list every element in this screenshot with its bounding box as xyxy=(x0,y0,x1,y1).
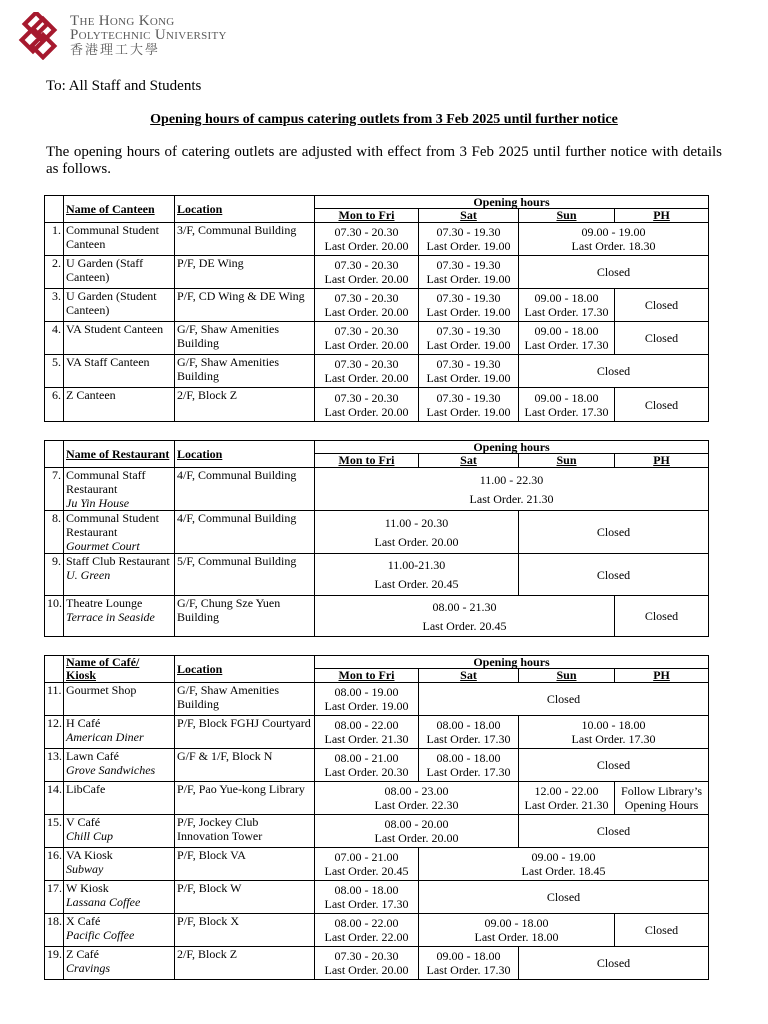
hours-sat-hours: 07.30 - 19.30 xyxy=(436,291,501,305)
outlet-location: P/F, Jockey Club Innovation Tower xyxy=(175,815,315,848)
hours-sun-last-order: Last Order. 17.30 xyxy=(524,404,609,419)
header-name: Name of Café/ Kiosk xyxy=(64,656,175,683)
outlet-name xyxy=(64,554,175,596)
hours-sat-sun-ph xyxy=(419,848,709,881)
hours-sun-hours: 09.00 - 18.00 xyxy=(534,390,599,405)
outlet-name xyxy=(64,947,175,980)
table-row xyxy=(45,468,709,511)
outlet-name xyxy=(64,782,175,815)
university-name xyxy=(70,14,227,57)
hours-sat xyxy=(419,355,519,388)
outlet-name xyxy=(64,914,175,947)
outlet-brand-text: Cravings xyxy=(66,961,111,975)
row-number: 8. xyxy=(45,511,64,554)
table-row xyxy=(45,716,709,749)
polyu-emblem-icon xyxy=(18,12,62,60)
hours-sat-sun-ph-hours: 09.00 - 19.00 xyxy=(531,850,596,864)
row-number: 2. xyxy=(45,256,64,289)
outlet-brand-text: Terrace in Seaside xyxy=(66,610,155,624)
hours-sat-hours: 08.00 - 18.00 xyxy=(436,718,501,732)
hours-mon-sat-last-order: Last Order. 22.30 xyxy=(374,798,459,812)
header-opening-hours: Opening hours xyxy=(315,656,709,669)
hours-sat-sun-hours: 09.00 - 18.00 xyxy=(484,916,549,930)
hours-sat-sun-ph: Closed xyxy=(419,683,709,716)
hours-sun-ph xyxy=(519,716,709,749)
outlet-brand-text: Pacific Coffee xyxy=(66,928,135,942)
outlet-name-text: Z Café xyxy=(66,947,99,961)
hours-sun-hours: 09.00 - 18.00 xyxy=(534,291,599,305)
outlet-location: P/F, DE Wing xyxy=(175,256,315,289)
header-mon-fri: Mon to Fri xyxy=(315,454,419,468)
header-sun: Sun xyxy=(519,669,615,683)
notice-title: Opening hours of campus catering outlets from 3 Feb 2025 until further notice xyxy=(150,112,618,127)
outlet-location: P/F, Block VA xyxy=(175,848,315,881)
hours-sun-ph: Closed xyxy=(519,749,709,782)
hours-mon-fri-last-order: Last Order. 20.00 xyxy=(324,272,409,286)
hours-sat-sun xyxy=(419,914,615,947)
hours-mon-fri xyxy=(315,223,419,256)
hours-ph: Closed xyxy=(615,322,709,355)
row-number: 11. xyxy=(45,683,64,716)
header-location: Location xyxy=(175,196,315,223)
hours-mon-fri-hours: 07.30 - 20.30 xyxy=(334,949,399,963)
row-number: 10. xyxy=(45,596,64,637)
row-number: 15. xyxy=(45,815,64,848)
outlet-brand-text: Gourmet Court xyxy=(66,539,140,553)
hours-sat-last-order: Last Order. 17.30 xyxy=(426,732,511,746)
hours-sun-hours: 12.00 - 22.00 xyxy=(534,784,599,798)
outlet-location: G/F, Shaw Amenities Building xyxy=(175,322,315,355)
hours-sun xyxy=(519,322,615,355)
hours-sat-last-order: Last Order. 17.30 xyxy=(426,765,511,779)
hours-sat-last-order: Last Order. 19.00 xyxy=(426,272,511,286)
hours-mon-fri-last-order: Last Order. 19.00 xyxy=(324,699,409,713)
outlet-name xyxy=(64,355,175,388)
outlet-name xyxy=(64,388,175,422)
hours-mon-fri xyxy=(315,289,419,322)
outlet-location: G/F & 1/F, Block N xyxy=(175,749,315,782)
header-location: Location xyxy=(175,441,315,468)
hours-sat-last-order: Last Order. 19.00 xyxy=(426,305,511,319)
outlet-name-text: LibCafe xyxy=(66,782,106,796)
hours-sun-last-order: Last Order. 17.30 xyxy=(524,305,609,319)
hours-mon-fri-last-order: Last Order. 22.00 xyxy=(324,930,409,944)
outlet-name-text: U Garden (Student Canteen) xyxy=(66,289,157,317)
table-row xyxy=(45,355,709,388)
table-row xyxy=(45,815,709,848)
university-name-line1: The Hong Kong xyxy=(70,13,175,29)
outlet-name xyxy=(64,511,175,554)
hours-sun-ph: Closed xyxy=(519,554,709,596)
hours-mon-fri-hours: 07.30 - 20.30 xyxy=(334,225,399,239)
hours-sun-ph: Closed xyxy=(519,947,709,980)
outlet-name-text: VA Staff Canteen xyxy=(66,355,150,369)
row-number: 5. xyxy=(45,355,64,388)
row-number: 6. xyxy=(45,388,64,422)
hours-sat-hours: 07.30 - 19.30 xyxy=(436,390,501,405)
hours-mon-sat-hours: 11.00-21.30 xyxy=(387,558,446,572)
outlet-location: 3/F, Communal Building xyxy=(175,223,315,256)
hours-sun xyxy=(519,289,615,322)
hours-sun xyxy=(519,782,615,815)
outlet-location: 2/F, Block Z xyxy=(175,388,315,422)
hours-all-days-last-order: Last Order. 21.30 xyxy=(469,491,554,506)
outlet-brand-text: Lassana Coffee xyxy=(66,895,141,909)
hours-mon-fri-hours: 08.00 - 22.00 xyxy=(334,718,399,732)
hours-mon-fri-last-order: Last Order. 20.00 xyxy=(324,239,409,253)
outlet-name xyxy=(64,881,175,914)
hours-ph: Closed xyxy=(615,596,709,637)
hours-sun-hours: 09.00 - 18.00 xyxy=(534,324,599,338)
university-logo xyxy=(18,12,273,64)
hours-sun-ph: Closed xyxy=(519,256,709,289)
hours-mon-sat xyxy=(315,554,519,596)
outlet-name-text: Theatre Lounge xyxy=(66,596,143,610)
outlet-name xyxy=(64,596,175,637)
university-name-line2: Polytechnic University xyxy=(70,27,227,43)
outlet-brand-text: Grove Sandwiches xyxy=(66,763,156,777)
hours-sat-hours: 08.00 - 18.00 xyxy=(436,751,501,765)
header-sat: Sat xyxy=(419,209,519,223)
hours-mon-sun-hours: 08.00 - 21.30 xyxy=(432,599,497,614)
hours-mon-fri-hours: 08.00 - 21.00 xyxy=(334,751,399,765)
header-number xyxy=(45,196,64,223)
hours-mon-fri-hours: 07.30 - 20.30 xyxy=(334,324,399,338)
hours-sat-hours: 07.30 - 19.30 xyxy=(436,324,501,338)
outlet-brand-text: Subway xyxy=(66,862,104,876)
canteen-table xyxy=(44,195,709,422)
hours-sat xyxy=(419,716,519,749)
header-sun: Sun xyxy=(519,209,615,223)
hours-mon-fri xyxy=(315,322,419,355)
outlet-name xyxy=(64,256,175,289)
hours-mon-sat-last-order: Last Order. 20.00 xyxy=(374,534,459,549)
hours-mon-sun-last-order: Last Order. 20.45 xyxy=(422,618,507,633)
hours-sat xyxy=(419,289,519,322)
outlet-name-text: Communal Student Restaurant xyxy=(66,511,159,539)
outlet-name xyxy=(64,683,175,716)
hours-mon-fri-hours: 07.30 - 20.30 xyxy=(334,390,399,405)
header-ph: PH xyxy=(615,454,709,468)
hours-sat-last-order: Last Order. 19.00 xyxy=(426,371,511,385)
header-opening-hours: Opening hours xyxy=(315,196,709,209)
outlet-location: P/F, CD Wing & DE Wing xyxy=(175,289,315,322)
hours-sat xyxy=(419,947,519,980)
table-row xyxy=(45,596,709,637)
cafe-kiosk-table xyxy=(44,655,709,980)
hours-all-days xyxy=(315,468,709,511)
hours-mon-fri-last-order: Last Order. 20.45 xyxy=(324,864,409,878)
table-row xyxy=(45,683,709,716)
hours-sun-ph-last-order: Last Order. 18.30 xyxy=(571,239,656,253)
row-number: 3. xyxy=(45,289,64,322)
hours-sat-hours: 07.30 - 19.30 xyxy=(436,225,501,239)
hours-mon-sat xyxy=(315,511,519,554)
hours-sat xyxy=(419,322,519,355)
table-row xyxy=(45,782,709,815)
hours-mon-sat-last-order: Last Order. 20.45 xyxy=(374,577,459,591)
hours-mon-sun xyxy=(315,596,615,637)
outlet-brand-text: American Diner xyxy=(66,730,144,744)
row-number: 4. xyxy=(45,322,64,355)
outlet-location: P/F, Block FGHJ Courtyard xyxy=(175,716,315,749)
hours-mon-fri xyxy=(315,848,419,881)
hours-sun-last-order: Last Order. 21.30 xyxy=(524,798,609,812)
header-ph: PH xyxy=(615,669,709,683)
outlet-name-text: H Café xyxy=(66,716,101,730)
row-number: 13. xyxy=(45,749,64,782)
row-number: 19. xyxy=(45,947,64,980)
header-mon-fri: Mon to Fri xyxy=(315,669,419,683)
outlet-brand-text: Chill Cup xyxy=(66,829,114,843)
hours-mon-fri-last-order: Last Order. 21.30 xyxy=(324,732,409,746)
hours-sun xyxy=(519,388,615,422)
hours-mon-fri-hours: 08.00 - 22.00 xyxy=(334,916,399,930)
outlet-name-text: Z Canteen xyxy=(66,388,116,402)
outlet-name-text: X Café xyxy=(66,914,101,928)
row-number: 9. xyxy=(45,554,64,596)
recipient-line: To: All Staff and Students xyxy=(46,78,202,94)
hours-mon-fri xyxy=(315,749,419,782)
hours-mon-fri-last-order: Last Order. 20.00 xyxy=(324,404,409,419)
hours-mon-sat-hours: 08.00 - 20.00 xyxy=(384,817,449,831)
outlet-name-text: U Garden (Staff Canteen) xyxy=(66,256,144,284)
outlet-name-text: W Kiosk xyxy=(66,881,109,895)
outlet-location: 4/F, Communal Building xyxy=(175,511,315,554)
hours-mon-sat-hours: 08.00 - 23.00 xyxy=(384,784,449,798)
row-number: 14. xyxy=(45,782,64,815)
hours-mon-sat-last-order: Last Order. 20.00 xyxy=(374,831,459,845)
header-sat: Sat xyxy=(419,454,519,468)
hours-mon-fri xyxy=(315,881,419,914)
hours-ph-hours: Follow Library’s xyxy=(621,784,703,798)
table-row xyxy=(45,256,709,289)
table-row xyxy=(45,223,709,256)
hours-sun-ph-hours: 09.00 - 19.00 xyxy=(581,225,646,239)
hours-sat-hours: 09.00 - 18.00 xyxy=(436,949,501,963)
hours-sun-ph xyxy=(519,223,709,256)
outlet-name-text: VA Kiosk xyxy=(66,848,113,862)
header-ph: PH xyxy=(615,209,709,223)
header-sat: Sat xyxy=(419,669,519,683)
header-location: Location xyxy=(175,656,315,683)
outlet-name xyxy=(64,749,175,782)
outlet-location: G/F, Shaw Amenities Building xyxy=(175,355,315,388)
outlet-name xyxy=(64,716,175,749)
hours-mon-fri xyxy=(315,256,419,289)
hours-mon-fri-last-order: Last Order. 20.30 xyxy=(324,765,409,779)
table-row xyxy=(45,881,709,914)
table-row xyxy=(45,749,709,782)
outlet-location: P/F, Block W xyxy=(175,881,315,914)
hours-sat xyxy=(419,256,519,289)
outlet-location: 5/F, Communal Building xyxy=(175,554,315,596)
table-row xyxy=(45,848,709,881)
hours-sun-ph: Closed xyxy=(519,815,709,848)
outlet-location: G/F, Chung Sze Yuen Building xyxy=(175,596,315,637)
hours-sun-ph: Closed xyxy=(519,511,709,554)
hours-sat xyxy=(419,223,519,256)
hours-mon-fri-hours: 07.30 - 20.30 xyxy=(334,291,399,305)
hours-mon-fri xyxy=(315,914,419,947)
header-name: Name of Restaurant xyxy=(64,441,175,468)
hours-sat-last-order: Last Order. 19.00 xyxy=(426,338,511,352)
header-name: Name of Canteen xyxy=(64,196,175,223)
outlet-name xyxy=(64,815,175,848)
hours-mon-fri-last-order: Last Order. 20.00 xyxy=(324,371,409,385)
hours-all-days-hours: 11.00 - 22.30 xyxy=(479,472,544,487)
table-row xyxy=(45,554,709,596)
row-number: 18. xyxy=(45,914,64,947)
row-number: 16. xyxy=(45,848,64,881)
hours-sat-hours: 07.30 - 19.30 xyxy=(436,258,501,272)
hours-mon-fri xyxy=(315,716,419,749)
row-number: 12. xyxy=(45,716,64,749)
hours-sun-ph-last-order: Last Order. 17.30 xyxy=(571,732,656,746)
outlet-name xyxy=(64,223,175,256)
hours-mon-fri xyxy=(315,947,419,980)
hours-mon-fri-last-order: Last Order. 20.00 xyxy=(324,305,409,319)
outlet-name-text: Lawn Café xyxy=(66,749,119,763)
hours-mon-fri-hours: 08.00 - 18.00 xyxy=(334,883,399,897)
hours-sun-ph: Closed xyxy=(519,355,709,388)
hours-sat-sun-ph: Closed xyxy=(419,881,709,914)
header-sun: Sun xyxy=(519,454,615,468)
hours-mon-fri-hours: 07.00 - 21.00 xyxy=(334,850,399,864)
table-row xyxy=(45,947,709,980)
outlet-name-text: V Café xyxy=(66,815,101,829)
hours-sun-ph-hours: 10.00 - 18.00 xyxy=(581,718,646,732)
hours-mon-fri xyxy=(315,388,419,422)
hours-mon-sat xyxy=(315,815,519,848)
hours-sat xyxy=(419,749,519,782)
hours-ph: Closed xyxy=(615,914,709,947)
hours-sat-last-order: Last Order. 19.00 xyxy=(426,239,511,253)
restaurant-table xyxy=(44,440,709,637)
hours-mon-fri-last-order: Last Order. 20.00 xyxy=(324,338,409,352)
outlet-location: 4/F, Communal Building xyxy=(175,468,315,511)
outlet-name-text: Communal Staff Restaurant xyxy=(66,468,146,496)
table-row xyxy=(45,914,709,947)
table-row xyxy=(45,388,709,422)
hours-mon-sat-hours: 11.00 - 20.30 xyxy=(384,515,449,530)
hours-mon-fri-hours: 07.30 - 20.30 xyxy=(334,357,399,371)
table-row xyxy=(45,322,709,355)
outlet-location: G/F, Shaw Amenities Building xyxy=(175,683,315,716)
hours-sat-sun-ph-last-order: Last Order. 18.45 xyxy=(521,864,606,878)
hours-sat xyxy=(419,388,519,422)
hours-sat-sun-last-order: Last Order. 18.00 xyxy=(474,930,559,944)
hours-sat-hours: 07.30 - 19.30 xyxy=(436,357,501,371)
outlet-name xyxy=(64,468,175,511)
header-number xyxy=(45,656,64,683)
row-number: 17. xyxy=(45,881,64,914)
hours-mon-fri xyxy=(315,683,419,716)
table-row xyxy=(45,289,709,322)
outlet-location: P/F, Block X xyxy=(175,914,315,947)
hours-ph: Closed xyxy=(615,388,709,422)
outlet-brand-text: Ju Yin House xyxy=(66,496,130,510)
hours-sat-last-order: Last Order. 19.00 xyxy=(426,404,511,419)
header-number xyxy=(45,441,64,468)
outlet-name-text: Communal Student Canteen xyxy=(66,223,159,251)
hours-ph xyxy=(615,782,709,815)
hours-ph-last-order: Opening Hours xyxy=(624,798,699,812)
outlet-name-text: VA Student Canteen xyxy=(66,322,164,336)
outlet-name xyxy=(64,322,175,355)
intro-paragraph: The opening hours of catering outlets are adjusted with effect from 3 Feb 2025 until further notice with details as follows. xyxy=(46,144,722,177)
university-name-chinese: 香港理工大學 xyxy=(70,42,161,57)
outlet-location: P/F, Pao Yue-kong Library xyxy=(175,782,315,815)
row-number: 7. xyxy=(45,468,64,511)
hours-sat-last-order: Last Order. 17.30 xyxy=(426,963,511,977)
outlet-name xyxy=(64,848,175,881)
table-row xyxy=(45,511,709,554)
hours-mon-sat xyxy=(315,782,519,815)
hours-mon-fri-hours: 08.00 - 19.00 xyxy=(334,685,399,699)
hours-mon-fri-last-order: Last Order. 17.30 xyxy=(324,897,409,911)
outlet-name xyxy=(64,289,175,322)
hours-ph: Closed xyxy=(615,289,709,322)
outlet-brand-text: U. Green xyxy=(66,568,111,582)
outlet-location: 2/F, Block Z xyxy=(175,947,315,980)
outlet-name-text: Staff Club Restaurant xyxy=(66,554,170,568)
hours-mon-fri xyxy=(315,355,419,388)
header-opening-hours: Opening hours xyxy=(315,441,709,454)
hours-mon-fri-last-order: Last Order. 20.00 xyxy=(324,963,409,977)
outlet-name-text: Gourmet Shop xyxy=(66,683,137,697)
header-mon-fri: Mon to Fri xyxy=(315,209,419,223)
hours-sun-last-order: Last Order. 17.30 xyxy=(524,338,609,352)
hours-mon-fri-hours: 07.30 - 20.30 xyxy=(334,258,399,272)
row-number: 1. xyxy=(45,223,64,256)
